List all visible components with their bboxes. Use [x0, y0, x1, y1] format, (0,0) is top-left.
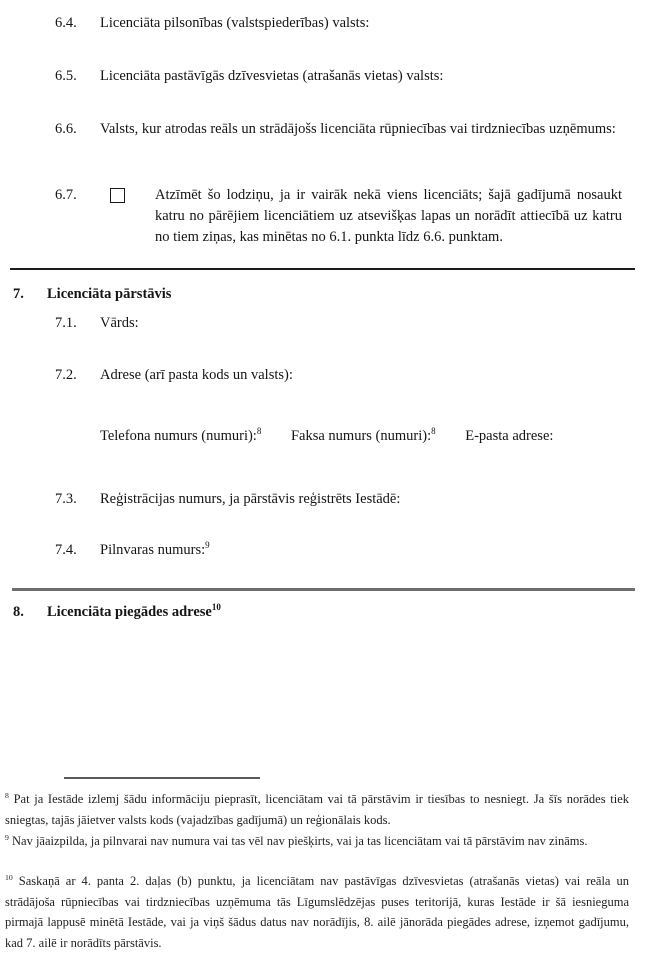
footnote-8 — [5, 789, 629, 830]
fax-label — [291, 426, 436, 447]
section-number: 7. — [13, 286, 24, 302]
item-number: 7.2. — [55, 367, 77, 383]
email-label-text: E-pasta adrese: — [465, 428, 554, 444]
item-number: 7.3. — [55, 491, 77, 507]
item-label: Vārds: — [100, 315, 139, 331]
footnote-marker: 8 — [5, 790, 9, 800]
footnote-10 — [5, 871, 629, 953]
section-divider — [12, 588, 635, 591]
item-label — [100, 540, 622, 561]
item-number: 6.7. — [55, 187, 77, 203]
section-divider — [10, 268, 635, 270]
footnote-separator — [64, 777, 260, 779]
item-label: Licenciāta pilsonības (valstspiederības) valsts: — [100, 15, 370, 31]
footnote-9 — [5, 831, 629, 852]
section-number: 8. — [13, 604, 24, 620]
item-label: Licenciāta pastāvīgās dzīvesvietas (atrašanās vietas) valsts: — [100, 68, 444, 84]
section-title: Licenciāta pārstāvis — [47, 286, 172, 302]
footnote-text: Saskaņā ar 4. panta 2. daļas (b) punktu, ja licenciātam nav pastāvīgas dzīvesvietas (atrašanās vietas) vai reāla un strādājoša rūpniecības vai tirdzniecības uzņēmuma tās Līgumslēdzējas puses teritorijā, kuras Iestāde ir šā iesnieguma pirmajā lappusē minētā Iestāde, vai ja viņš šādus datus nav norādījis, 8. ailē jānorāda piegādes adrese, izņemot gadījumu, kad 7. ailē ir norādīts pārstāvis. — [5, 874, 629, 950]
footnote-ref-8: 8 — [431, 426, 436, 437]
footnote-text: Nav jāaizpilda, ja pilnvarai nav numura vai tas vēl nav piešķirts, vai ja tas licenciātam vai tā pārstāvim nav zināms. — [12, 834, 588, 848]
item-label: Valsts, kur atrodas reāls un strādājošs licenciāta rūpniecības vai tirdzniecības uzņēmums: — [100, 121, 616, 137]
footnote-ref-10: 10 — [211, 602, 221, 613]
footnote-marker: 9 — [5, 832, 9, 842]
item-number: 6.4. — [55, 15, 77, 31]
item-number: 6.6. — [55, 121, 77, 137]
footnote-ref-9: 9 — [205, 540, 210, 551]
fax-label-text: Faksa numurs (numuri): — [290, 428, 432, 444]
section-title-text: Licenciāta piegādes adrese — [47, 604, 212, 620]
item-label: Adrese (arī pasta kods un valsts): — [100, 367, 293, 383]
item-number: 6.5. — [55, 68, 77, 84]
footnote-text: Pat ja Iestāde izlemj šādu informāciju pieprasīt, licenciātam vai tā pārstāvim ir tiesības to nesniegt. Ja šīs norādes tiek sniegtas, tajās jāietver valsts kods (vajadzības gadījumā) un reģionālais kods. — [5, 792, 629, 827]
item-label: Atzīmēt šo lodziņu, ja ir vairāk nekā viens licenciāts; šajā gadījumā nosaukt katru no pārējiem licenciātiem uz atsevišķas lapas un norādīt attiecībā uz katru no tiem ziņas, kas minētas no 6.1. punkta līdz 6.6. punktam. — [155, 187, 622, 245]
footnote-ref-8: 8 — [256, 426, 262, 437]
multiple-licensees-checkbox[interactable] — [110, 188, 125, 203]
footnote-marker: 10 — [5, 872, 13, 882]
phone-label-text: Telefona numurs (numuri): — [100, 428, 257, 444]
item-label-text: Pilnvaras numurs: — [100, 542, 206, 558]
item-number: 7.4. — [55, 542, 77, 558]
contact-labels-row — [100, 426, 553, 447]
email-label — [465, 426, 553, 447]
item-label: Reģistrācijas numurs, ja pārstāvis reģistrēts Iestādē: — [100, 491, 401, 507]
section-title — [47, 602, 221, 623]
item-number: 7.1. — [55, 315, 77, 331]
phone-label — [100, 426, 261, 447]
